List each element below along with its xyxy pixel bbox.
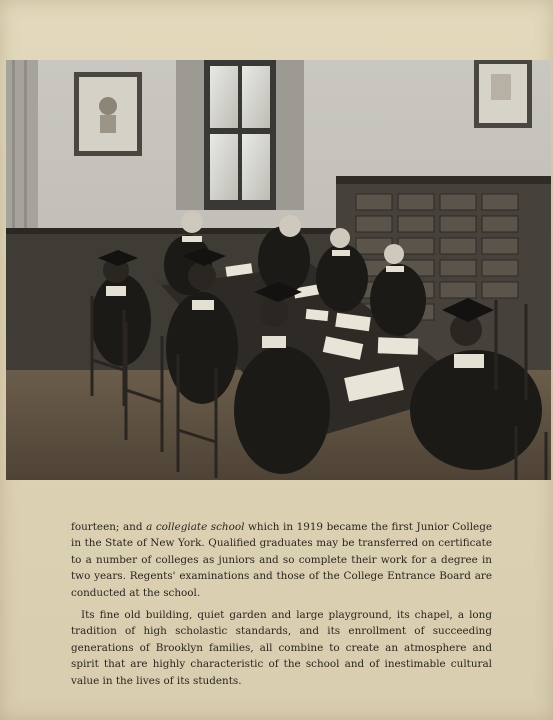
paragraph-1-lead: fourteen; and: [71, 521, 147, 533]
collegiate-school-emphasis: a collegiate school: [146, 521, 245, 533]
body-paragraph-2: Its fine old building, quiet garden and large playground, its chapel, a long tradition of high scholastic standards, and its enrollment of succeeding generations of Brooklyn families, all combine to create an atmosphere and spirit that are highly characteristic of the school and of inestimable cultural value in the lives of its students.: [71, 609, 492, 687]
paragraph-1-rest: which in 1919 became the first Junior College in the State of New York. Qualified graduates may be transferred on certificate to a number of colleges as juniors and so complete their work for a degree in two years. Regents' examinations and those of the College Entrance Board are conducted at the school.: [71, 521, 492, 599]
body-text: [71, 519, 492, 689]
classroom-photo: [6, 60, 551, 480]
body-paragraph-1: [71, 519, 492, 601]
classroom-photo-illustration: [6, 60, 551, 480]
